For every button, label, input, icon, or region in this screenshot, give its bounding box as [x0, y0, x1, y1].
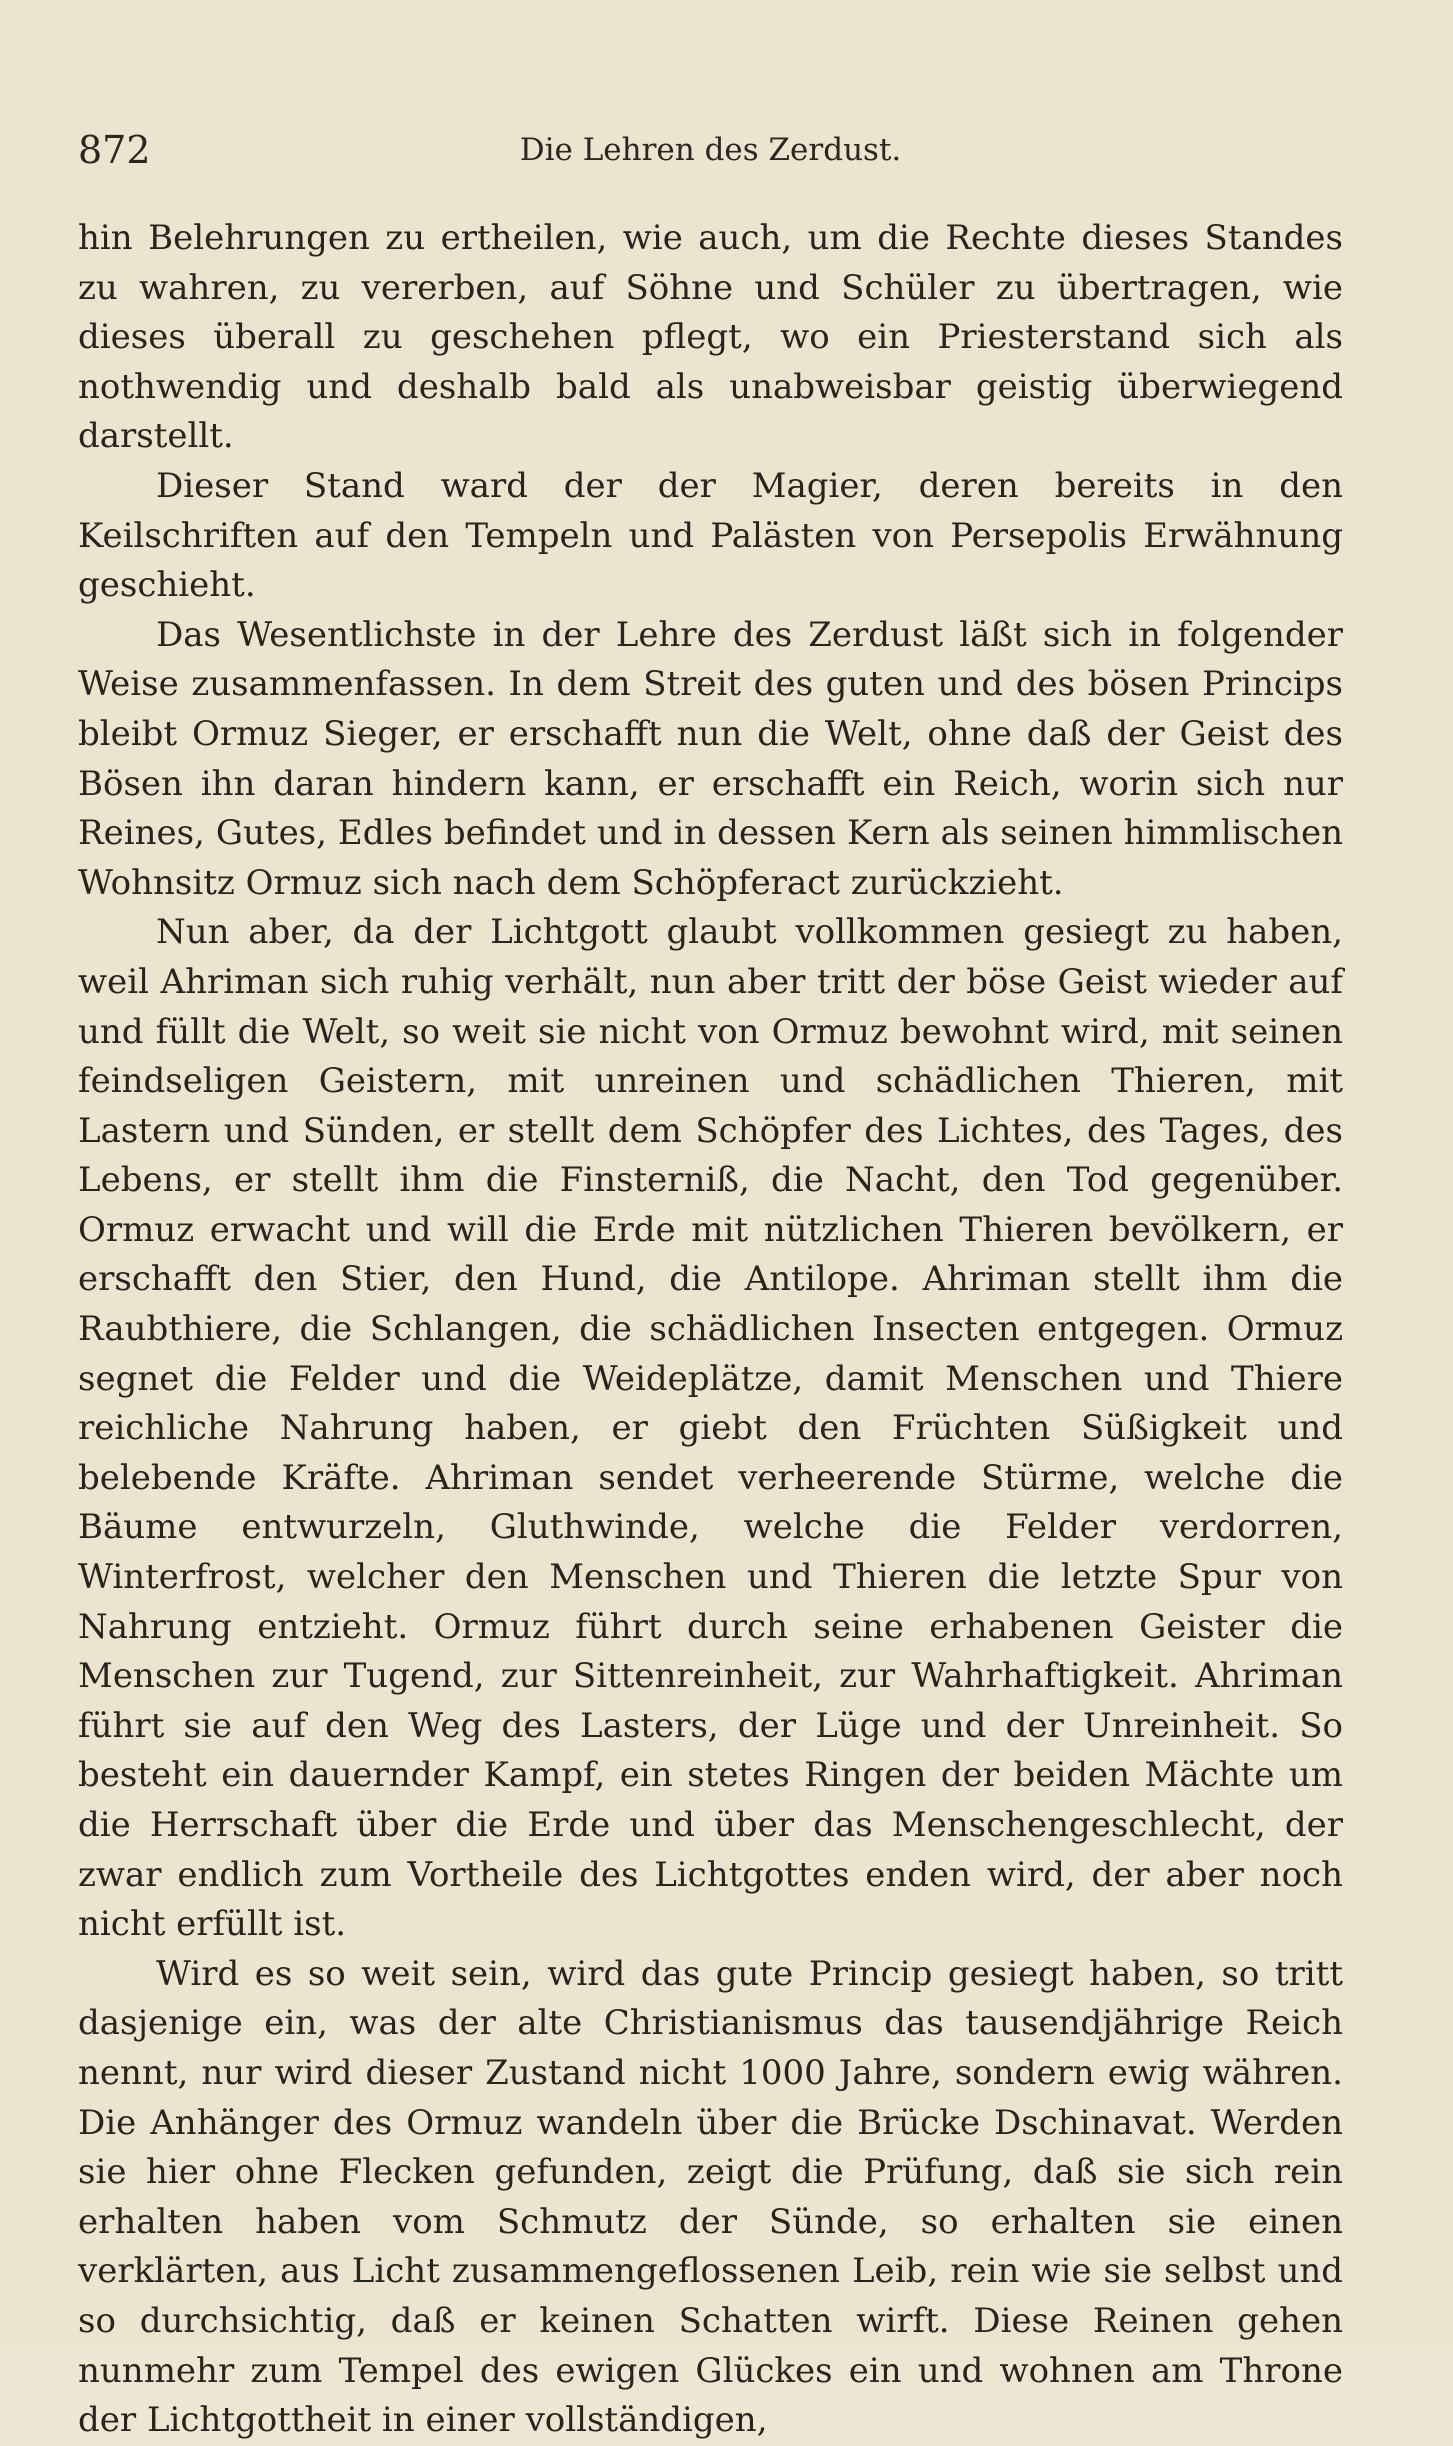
paragraph: hin Belehrungen zu ertheilen, wie auch, um die Rechte dieses Standes zu wahren, zu vererben, auf Söhne und Schüler zu übertragen, wie dieses überall zu geschehen pflegt, wo ein Priesterstand sich als nothwendig und deshalb bald als unabweisbar geistig überwiegend darstellt.	[78, 218, 1343, 457]
paragraph: Das Wesentlichste in der Lehre des Zerdust läßt sich in folgender Weise zusammenfassen. In dem Streit des guten und des bösen Princips bleibt Ormuz Sieger, er erschafft nun die Welt, ohne daß der Geist des Bösen ihn daran hindern kann, er erschafft ein Reich, worin sich nur Reines, Gutes, Edles befindet und in dessen Kern als seinen himmlischen Wohnsitz Ormuz sich nach dem Schöpferact zurückzieht.	[78, 614, 1343, 903]
paragraph: Wird es so weit sein, wird das gute Princip gesiegt haben, so tritt dasjenige ein, was der alte Christianismus das tausendjährige Reich nennt, nur wird dieser Zustand nicht 1000 Jahre, sondern ewig währen. Die Anhänger des Ormuz wandeln über die Brücke Dschinavat. Werden sie hier ohne Flecken gefunden, zeigt die Prüfung, daß sie sich rein erhalten haben vom Schmutz der Sünde, so erhalten sie einen verklärten, aus Licht zusammengeflossenen Leib, rein wie sie selbst und so durchsichtig, daß er keinen Schatten wirft. Diese Reinen gehen nunmehr zum Tempel des ewigen Glückes ein und wohnen am Throne der Lichtgottheit in einer vollständigen,	[78, 1953, 1343, 2441]
paragraph: Dieser Stand ward der der Magier, deren bereits in den Keilschriften auf den Tempeln und Palästen von Persepolis Erwähnung geschieht.	[78, 465, 1343, 606]
page-number: 872	[78, 128, 151, 172]
running-title: Die Lehren des Zerdust.	[519, 132, 902, 168]
body-text	[78, 214, 1343, 2446]
paragraph: Nun aber, da der Lichtgott glaubt vollkommen gesiegt zu haben, weil Ahriman sich ruhig verhält, nun aber tritt der böse Geist wieder auf und füllt die Welt, so weit sie nicht von Ormuz bewohnt wird, mit seinen feindseligen Geistern, mit unreinen und schädlichen Thieren, mit Lastern und Sünden, er stellt dem Schöpfer des Lichtes, des Tages, des Lebens, er stellt ihm die Finsterniß, die Nacht, den Tod gegenüber. Ormuz erwacht und will die Erde mit nützlichen Thieren bevölkern, er erschafft den Stier, den Hund, die Antilope. Ahriman stellt ihm die Raubthiere, die Schlangen, die schädlichen Insecten entgegen. Ormuz segnet die Felder und die Weideplätze, damit Menschen und Thiere reichliche Nahrung haben, er giebt den Früchten Süßigkeit und belebende Kräfte. Ahriman sendet verheerende Stürme, welche die Bäume entwurzeln, Gluthwinde, welche die Felder verdorren, Winterfrost, welcher den Menschen und Thieren die letzte Spur von Nahrung entzieht. Ormuz führt durch seine erhabenen Geister die Menschen zur Tugend, zur Sittenreinheit, zur Wahrhaftigkeit. Ahriman führt sie auf den Weg des Lasters, der Lüge und der Unreinheit. So besteht ein dauernder Kampf, ein stetes Ringen der beiden Mächte um die Herrschaft über die Erde und über das Menschengeschlecht, der zwar endlich zum Vortheile des Lichtgottes enden wird, der aber noch nicht erfüllt ist.	[78, 912, 1343, 1945]
page-header	[78, 128, 1343, 178]
